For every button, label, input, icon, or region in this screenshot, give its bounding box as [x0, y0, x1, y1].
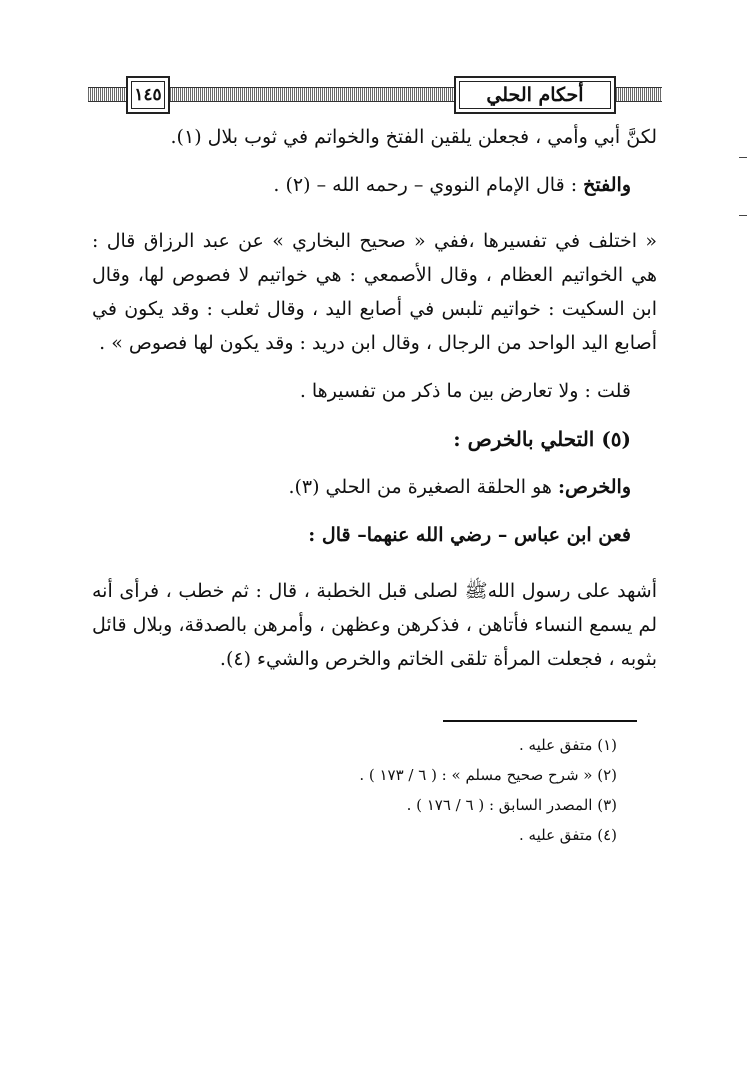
page-number: ١٤٥ [126, 76, 170, 114]
edge-mark-1 [739, 157, 747, 158]
page-body [92, 120, 657, 676]
footnote-1: (١) متفق عليه . [519, 736, 617, 754]
book-title: أحكام الحلي [454, 76, 616, 114]
paragraph-qult: قلت : ولا تعارض بين ما ذكر من تفسيرها . [299, 380, 631, 402]
paragraph-hadith: أشهد على رسول اللهﷺ لصلى قبل الخطبة ، قال : ثم خطب ، فرأى أنه لم يسمع النساء فأتاهن ، فذكرهن وعظهن ، وأمرهن بالصدقة، وبلال قائل بثوبه ، فجعلت المرأة تلقى الخاتم والخرص والشيء (٤). [92, 580, 657, 670]
footnote-divider [443, 720, 637, 722]
paragraph-quote: « اختلف في تفسيرها ،ففي « صحيح البخاري » عن عبد الرزاق قال : هي الخواتيم العظام ، وقال الأصمعي : هي خواتيم لا فصوص لها، وقال ابن السكيت : خواتيم تلبس في أصابع اليد ، وقال ثعلب : وقد يكون في أصابع اليد الواحد من الرجال ، وقال ابن دريد : وقد يكون لها فصوص » . [92, 230, 657, 354]
paragraph-narrator: فعن ابن عباس – رضي الله عنهما– قال : [308, 524, 631, 546]
footnote-3: (٣) المصدر السابق : ( ٦ / ١٧٦ ) . [406, 796, 617, 814]
paragraph-fatakh [92, 168, 657, 202]
term-khurs: والخرص: [558, 476, 631, 498]
edge-mark-2 [739, 215, 747, 216]
section-heading: (٥) التحلي بالخرص : [453, 427, 631, 451]
header-ornament-right [616, 87, 662, 102]
footnotes [92, 730, 617, 850]
page-header [88, 76, 662, 118]
footnote-2: (٢) « شرح صحيح مسلم » : ( ٦ / ١٧٣ ) . [359, 766, 617, 784]
paragraph-line1: لكنَّ أبي وأمي ، فجعلن يلقين الفتخ والخواتم في ثوب بلال (١). [170, 126, 657, 148]
khurs-text: هو الحلقة الصغيرة من الحلي (٣). [288, 476, 552, 498]
header-ornament-left [88, 87, 126, 102]
paragraph-khurs [92, 470, 657, 504]
term-fatakh: والفتخ [583, 174, 631, 196]
fatakh-text: : قال الإمام النووي – رحمه الله – (٢) . [273, 174, 578, 196]
footnote-4: (٤) متفق عليه . [519, 826, 617, 844]
header-ornament-middle [170, 87, 454, 102]
